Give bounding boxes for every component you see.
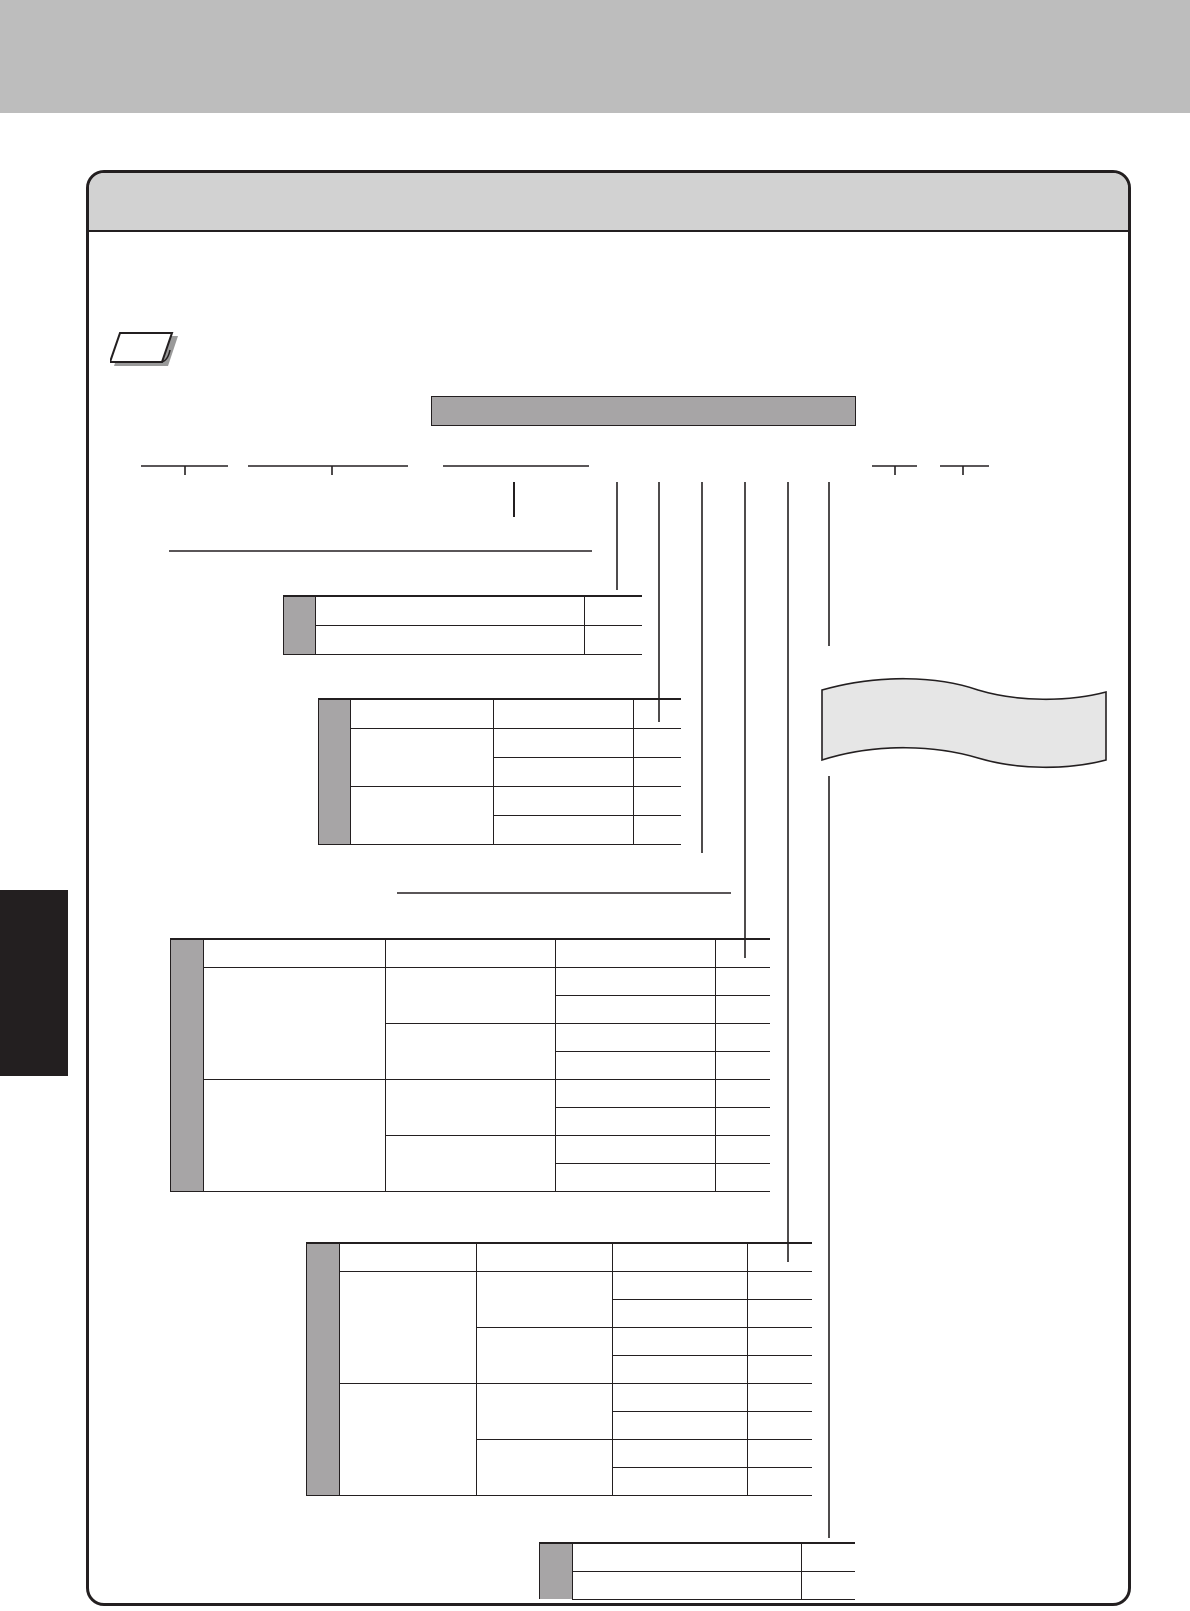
- table-2-cell: [634, 728, 681, 757]
- table-5: [539, 1542, 855, 1600]
- table-2-cell: [494, 786, 634, 815]
- table-3-cell: [556, 1163, 716, 1191]
- table-3-key-cell: [171, 939, 204, 1191]
- table-4-cell: [748, 1299, 812, 1327]
- table-2-cell: [351, 699, 494, 728]
- table-3-cell: [556, 1107, 716, 1135]
- table-4-cell: [613, 1271, 748, 1299]
- table-2-cell: [494, 757, 634, 786]
- table-2-cell: [494, 728, 634, 757]
- table-5-cell: [802, 1543, 855, 1571]
- table-2-cell: [351, 786, 494, 844]
- table-4-key-cell: [307, 1243, 340, 1495]
- table-4-cell: [340, 1243, 477, 1271]
- table-4-cell: [748, 1243, 812, 1271]
- table-4-cell: [748, 1467, 812, 1495]
- table-1-cell: [316, 596, 585, 625]
- table-5-cell: [802, 1571, 855, 1599]
- table-3-cell: [556, 995, 716, 1023]
- table-3-cell: [386, 1135, 556, 1191]
- table-4-cell: [613, 1299, 748, 1327]
- table-3-cell: [716, 1051, 770, 1079]
- table-3-cell: [716, 1163, 770, 1191]
- table-2-cell: [351, 728, 494, 786]
- table-4-cell: [748, 1355, 812, 1383]
- table-3-cell: [716, 1079, 770, 1107]
- table-3-cell: [204, 967, 386, 1079]
- table-5-cell: [573, 1543, 802, 1571]
- table-3-cell: [716, 995, 770, 1023]
- table-3-cell: [386, 1023, 556, 1079]
- table-4-cell: [613, 1411, 748, 1439]
- table-2-cell: [634, 815, 681, 844]
- table-2-cell: [634, 786, 681, 815]
- table-3-cell: [716, 939, 770, 967]
- table-2: [318, 698, 681, 845]
- table-3-cell: [556, 1135, 716, 1163]
- table-4-cell: [613, 1383, 748, 1411]
- table-3-cell: [386, 967, 556, 1023]
- table-3-cell: [716, 1135, 770, 1163]
- table-4-cell: [340, 1383, 477, 1495]
- table-4-cell: [748, 1383, 812, 1411]
- table-3: [170, 938, 770, 1192]
- table-2-key-cell: [319, 699, 351, 844]
- table-3-cell: [386, 1079, 556, 1135]
- table-3-cell: [556, 1051, 716, 1079]
- table-3-cell: [716, 1107, 770, 1135]
- table-3-cell: [386, 939, 556, 967]
- table-3-cell: [716, 967, 770, 995]
- table-2-cell: [634, 757, 681, 786]
- table-4-cell: [613, 1243, 748, 1271]
- table-4-cell: [340, 1271, 477, 1383]
- table-1-cell: [585, 596, 642, 625]
- table-3-cell: [204, 939, 386, 967]
- table-4-cell: [748, 1327, 812, 1355]
- table-1-cell: [585, 625, 642, 654]
- table-4-cell: [613, 1439, 748, 1467]
- table-3-cell: [556, 967, 716, 995]
- table-4-cell: [748, 1411, 812, 1439]
- table-4-cell: [477, 1271, 613, 1327]
- table-2-cell: [494, 815, 634, 844]
- table-4-cell: [613, 1467, 748, 1495]
- table-5-cell: [573, 1571, 802, 1599]
- table-3-cell: [556, 1079, 716, 1107]
- table-3-cell: [204, 1079, 386, 1191]
- table-4-cell: [477, 1243, 613, 1271]
- table-5-key-cell: [540, 1543, 573, 1599]
- table-4-cell: [477, 1327, 613, 1383]
- table-3-cell: [716, 1023, 770, 1051]
- table-4-cell: [748, 1271, 812, 1299]
- table-4-cell: [613, 1327, 748, 1355]
- table-2-cell: [634, 699, 681, 728]
- table-2-cell: [494, 699, 634, 728]
- table-1-cell: [316, 625, 585, 654]
- table-4: [306, 1242, 812, 1496]
- interrupted-ribbon: [818, 676, 1108, 778]
- table-4-cell: [748, 1439, 812, 1467]
- table-3-cell: [556, 1023, 716, 1051]
- table-1: [283, 595, 642, 655]
- table-1-key-cell: [284, 596, 316, 654]
- table-4-cell: [477, 1439, 613, 1495]
- table-3-cell: [556, 939, 716, 967]
- table-4-cell: [613, 1355, 748, 1383]
- table-4-cell: [477, 1383, 613, 1439]
